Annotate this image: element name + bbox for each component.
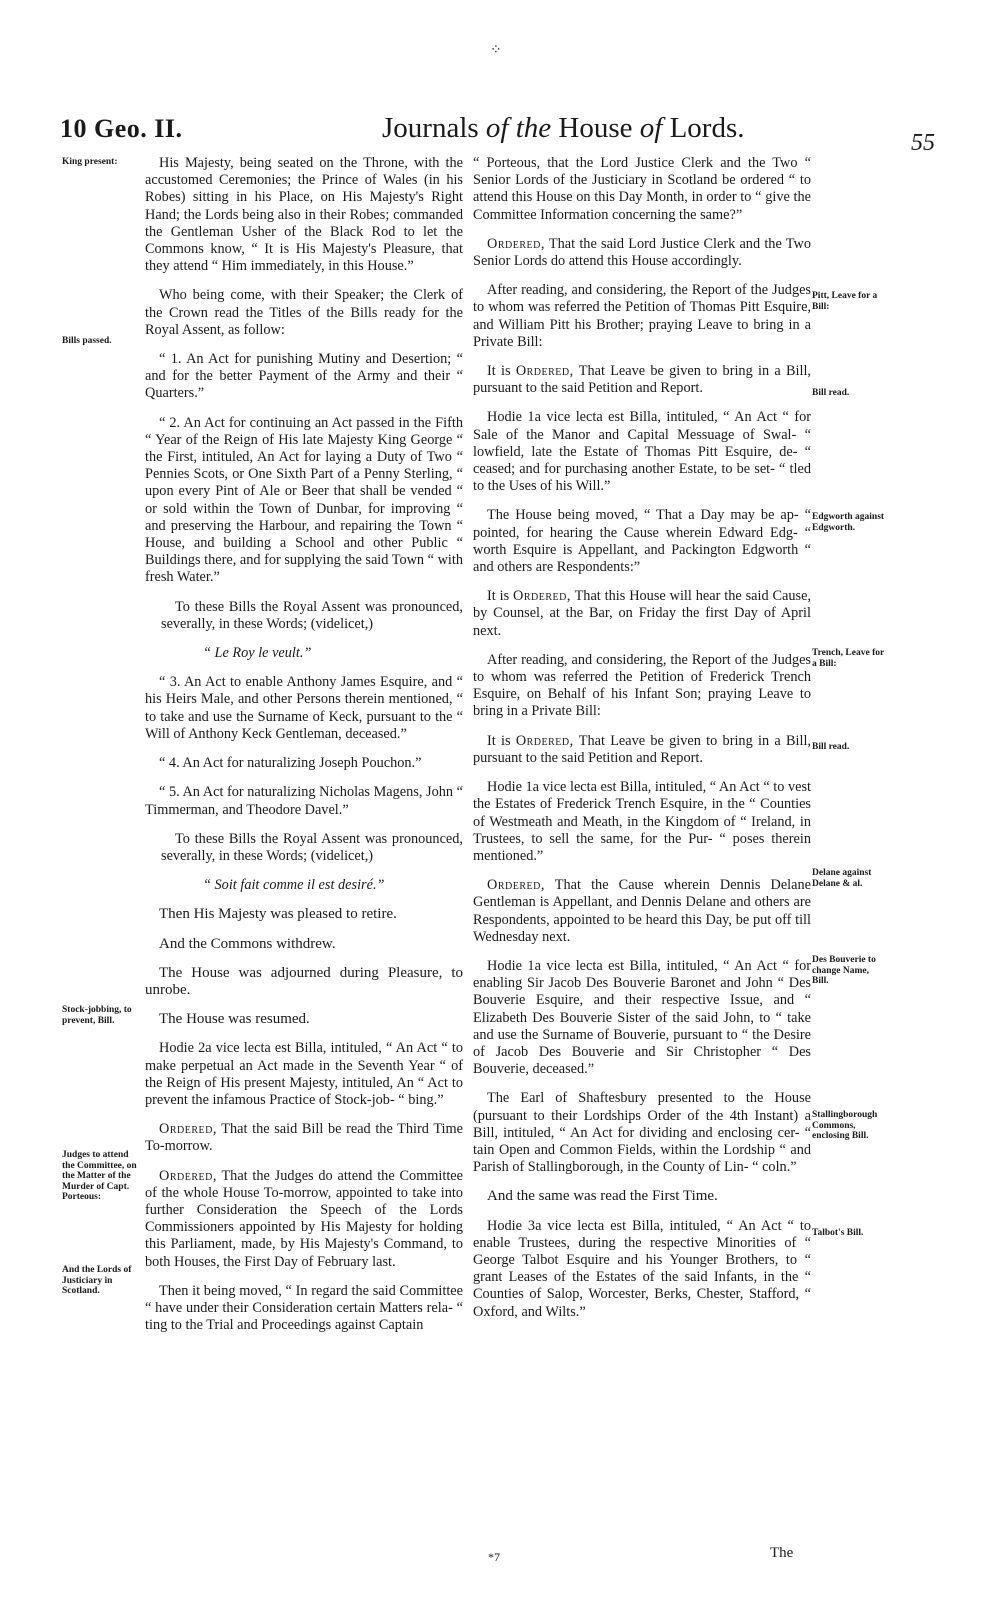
page-number: 55 — [911, 130, 935, 156]
margin-note-stallingborough: Stallingborough Commons, enclosing Bill. — [812, 1110, 878, 1141]
bill-title-magens: “ 5. An Act for naturalizing Nicholas Magens, John “ Timmerman, and Theodore Davel.” — [145, 784, 463, 818]
paragraph-retire: Then His Majesty was pleased to retire. — [159, 906, 397, 923]
order-delane-cause: Ordered, That the Cause wherein Dennis Delane Gentleman is Appellant, and Dennis Delane and others are Respondents, appointed to be heard this Day, be put off till Wednesday next. — [473, 877, 811, 945]
margin-note-trench: Trench, Leave for a Bill: — [812, 648, 885, 669]
margin-note-edgworth: Edgworth against Edgworth. — [812, 512, 885, 533]
assent-formula-soit-fait: “ Soit fait comme il est desiré.” — [203, 877, 385, 894]
paragraph-trench-petition: After reading, and considering, the Report of the Judges to whom was referred the Petition of Frederick Trench Esquire, on Behalf of his Infant Son; praying Leave to bring in a Private Bill: — [473, 651, 811, 720]
margin-note-bills-passed: Bills passed. — [62, 336, 112, 346]
margin-note-lords-justiciary: And the Lords of Justiciary in Scotland. — [62, 1265, 132, 1296]
bill-title-keck: “ 3. An Act to enable Anthony James Esquire, and “ his Heirs Male, and other Persons therein mentioned, “ to take and use the Surname of Keck, pursuant to the “ Will of Anthony Keck Gentleman, deceased.” — [145, 674, 463, 742]
margin-note-bill-read: Bill read. — [812, 388, 850, 398]
paragraph-edgworth-motion: The House being moved, “ That a Day may be ap- “ pointed, for hearing the Cause wherein Edward Edg- “ worth Esquire is Appellant, and Packington Edgworth “ and others are Respondents:” — [473, 507, 811, 576]
margin-note-judges-attend: Judges to attend the Committee, on the Matter of the Murder of Capt. Porteous: — [62, 1150, 137, 1202]
margin-note-des-bouverie: Des Bouverie to change Name, Bill. — [812, 955, 876, 986]
bill-talbot: Hodie 3a vice lecta est Billa, intituled, “ An Act “ to enable Trustees, during the respective Minorities of “ George Talbot Esquire and his Younger Brothers, to “ grant Leases of the Estates of the said Infants, in the “ Counties of Salop, Worcester, Berks, Chester, Stafford, “ Oxford, and Wilts.” — [473, 1217, 811, 1320]
paragraph-resumed: The House was resumed. — [159, 1011, 310, 1028]
assent-formula-le-roy: “ Le Roy le veult.” — [203, 645, 312, 662]
paragraph-king-present: His Majesty, being seated on the Throne, with the accustomed Ceremonies; the Prince of Wales (in his Robes) sitting in his Place, on His Majesty's Right Hand; the Lords being also in their Robes; commanded the Gentleman Usher of the Black Rod to let the Commons know, “ It is His Majesty's Pleasure, that they attend “ Him immediately, in this House.” — [145, 155, 463, 275]
bill-stock-jobbing: Hodie 2a vice lecta est Billa, intituled, “ An Act “ to make perpetual an Act made in the Seventh Year “ of the Reign of His present Majesty, intituled, An “ Act to prevent the infamous Practice of Stock-job- “ bing.” — [145, 1040, 463, 1108]
bill-trench-estates: Hodie 1a vice lecta est Billa, intituled, “ An Act “ to vest the Estates of Frederick Trench Esquire, in the “ Counties of Westmeath and Meath, in the Kingdom of “ Ireland, in Trustees, to sell the same, for the Pur- “ poses therein mentioned.” — [473, 779, 811, 864]
royal-assent-statement: To these Bills the Royal Assent was pronounced, severally, in these Words; (videlicet,) — [161, 830, 463, 864]
order-trench-leave: It is Ordered, That Leave be given to bring in a Bill, pursuant to the said Petition and Report. — [473, 732, 812, 766]
catchword: The — [770, 1545, 794, 1561]
order-edgworth-hearing: It is Ordered, That this House will hear the said Cause, by Counsel, at the Bar, on Friday the first Day of April next. — [473, 588, 812, 639]
margin-note-pitt: Pitt, Leave for a Bill: — [812, 291, 878, 312]
margin-note-delane: Delane against Delane & al. — [812, 868, 872, 889]
paragraph-first-reading: And the same was read the First Time. — [487, 1188, 718, 1205]
paragraph-motion-porteous: Then it being moved, “ In regard the said Committee “ have under their Consideration certain Matters rela- “ ting to the Trial and Proceedings against Captain — [145, 1282, 463, 1334]
journal-title: Journals of the House of Lords. — [382, 112, 745, 144]
margin-note-king-present: King present: — [62, 157, 118, 167]
bill-swallowfield: Hodie 1a vice lecta est Billa, intituled, “ An Act “ for Sale of the Manor and Capital Messuage of Swal- “ lowfield, late the Estate of Thomas Pitt Esquire, de- “ ceased; and for purchasing another Estate, to be set- “ tled to the Uses of his Will.” — [473, 409, 811, 495]
bill-title-pouchon: “ 4. An Act for naturalizing Joseph Pouchon.” — [159, 755, 422, 772]
paragraph-pitt-petition: After reading, and considering, the Report of the Judges to whom was referred the Petition of Thomas Pitt Esquire, and William Pitt his Brother; praying Leave to bring in a Private Bill: — [473, 282, 811, 350]
order-third-reading: Ordered, That the said Bill be read the Third Time To-morrow. — [145, 1121, 463, 1155]
bill-title-dunbar: “ 2. An Act for continuing an Act passed in the Fifth “ Year of the Reign of His late Majesty King George “ the First, intituled, An Act for laying a Duty of Two “ Pennies Scots, or One Sixth Part of a Penny Sterling, “ upon every Pint of Ale or Beer that shall be vended “ or sold within the Town of Dunbar, for improving “ and preserving the Harbour, and repairing the Town “ House, and building a School and other Public “ Buildings there, and for supplying the said Town “ with fresh Water.” — [145, 414, 463, 586]
paragraph-withdrew: And the Commons withdrew. — [159, 935, 336, 952]
royal-assent-statement: To these Bills the Royal Assent was pronounced, severally, in these Words; (videlicet,) — [161, 598, 463, 632]
printers-mark: ⁘ — [490, 43, 502, 58]
bill-des-bouverie: Hodie 1a vice lecta est Billa, intituled, “ An Act “ for enabling Sir Jacob Des Bouverie Baronet and John “ Des Bouverie Esquire, and their respective Issue, and “ Elizabeth Des Bouverie Sister of the said John, to “ take and use the Surname of Bouverie, pursuant to “ the Desire of Jacob Des Bouverie and Sir Christopher “ Des Bouverie, deceased.” — [473, 957, 811, 1078]
margin-note-talbot: Talbot's Bill. — [812, 1228, 864, 1238]
paragraph-clerk-reads: Who being come, with their Speaker; the Clerk of the Crown read the Titles of the Bills ready for the Royal Assent, as follow: — [145, 287, 463, 338]
paragraph-shaftesbury-bill: The Earl of Shaftesbury presented to the House (pursuant to their Lordships Order of the 4th Instant) a Bill, intituled, “ An Act for dividing and enclosing cer- “ tain Open and Common Fields, within the Lordship “ and Parish of Stallingborough, in the County of Lin- “ coln.” — [473, 1090, 811, 1176]
order-judges-attend: Ordered, That the Judges do attend the Committee of the whole House To-morrow, appointed to take into further Consideration the Speech of the Lords Commissioners appointed by His Majesty for holding this Parliament, made, by His Majesty's Command, to both Houses, the First Day of February last. — [145, 1167, 463, 1270]
regnal-year: 10 Geo. II. — [60, 114, 183, 143]
order-pitt-leave: It is Ordered, That Leave be given to bring in a Bill, pursuant to the said Petition and Report. — [473, 363, 812, 397]
paragraph-adjourned: The House was adjourned during Pleasure, to unrobe. — [145, 964, 463, 998]
paragraph-porteous-continued: “ Porteous, that the Lord Justice Clerk and the Two “ Senior Lords of the Justiciary in Scotland be ordered “ to attend this House on this Day Month, in order to “ give the Committee Information concerning the same?” — [473, 155, 811, 223]
order-lord-justice-clerk: Ordered, That the said Lord Justice Clerk and the Two Senior Lords do attend this House accordingly. — [473, 235, 811, 270]
running-header — [60, 110, 935, 156]
left-column — [145, 155, 463, 1346]
margin-note-bill-read: Bill read. — [812, 742, 850, 752]
margin-note-stock-jobbing: Stock-jobbing, to prevent, Bill. — [62, 1005, 132, 1026]
right-column — [473, 155, 811, 1333]
bill-title-mutiny: “ 1. An Act for punishing Mutiny and Desertion; “ and for the better Payment of the Army and their “ Quarters.” — [145, 351, 463, 402]
signature-mark: *7 — [488, 1550, 500, 1564]
